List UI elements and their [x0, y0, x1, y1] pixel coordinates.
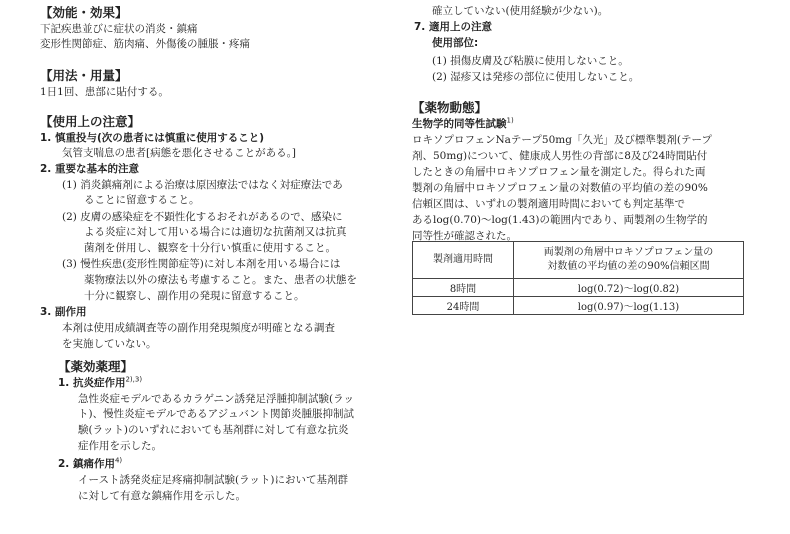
- table-cell-ci: log(0.72)～log(0.82): [514, 279, 744, 297]
- right-top-line: 確立していない(使用経験が少ない)。: [432, 5, 609, 17]
- basic-precaution-line: 菌剤を併用し、観察を十分行い慎重に使用すること。: [84, 242, 336, 254]
- pk-paragraph-line: したときの角層中ロキソプロフェン量を測定した。得られた両: [412, 166, 706, 178]
- reference-superscript: 1): [506, 116, 514, 125]
- adverse-reactions-line: を実施していない。: [62, 338, 157, 350]
- pk-paragraph-line: 信頼区間は、いずれの製剤適用時間においても判定基準で: [412, 198, 685, 210]
- table-cell-ci: log(0.97)～log(1.13): [514, 297, 744, 315]
- analgesic-line: イースト誘発炎症足疼痛抑制試験(ラット)において基剤群: [78, 474, 348, 486]
- pk-paragraph-line: 製剤の角層中ロキソプロフェン量の対数値の平均値の差の90%: [412, 182, 708, 194]
- efficacy-line: 変形性関節症、筋肉痛、外傷後の腫脹・疼痛: [40, 38, 250, 50]
- table-header-confidence-interval: [514, 242, 744, 279]
- table-header-line: 両製剤の角層中ロキソプロフェン量の: [543, 247, 714, 258]
- table-header-row: [413, 242, 744, 279]
- analgesic-title-text: 2. 鎮痛作用: [58, 458, 115, 470]
- careful-admin-line: 気管支喘息の患者[病態を悪化させることがある。]: [62, 147, 296, 159]
- analgesic-line: に対して有意な鎮痛作用を示した。: [78, 490, 246, 502]
- table-row: [413, 297, 744, 315]
- table-cell-time: 8時間: [413, 279, 514, 297]
- basic-precaution-line: (2) 皮膚の感染症を不顕性化するおそれがあるので、感染に: [62, 211, 343, 223]
- pk-paragraph-line: ロキソプロフェンNaテープ50mg「久光」及び標準製剤(テープ: [412, 134, 713, 146]
- anti-inflammatory-title: [58, 375, 142, 390]
- basic-precaution-line: (3) 慢性疾患(変形性関節症等)に対し本剤を用いる場合には: [62, 258, 341, 270]
- anti-inflammatory-line: 急性炎症モデルであるカラゲニン誘発足浮腫抑制試験(ラッ: [78, 393, 354, 405]
- anti-inflammatory-line: ト)、慢性炎症モデルであるアジュバント関節炎腫脹抑制試: [78, 408, 354, 420]
- precautions-heading: 【使用上の注意】: [40, 114, 141, 129]
- table-header-line: 対数値の平均値の差の90%信頼区間: [547, 261, 710, 272]
- reference-superscript: 4): [114, 456, 123, 465]
- basic-precaution-line: 十分に観察し、副作用の発現に留意すること。: [84, 290, 305, 302]
- pk-paragraph-line: 同等性が確認された。: [412, 230, 517, 242]
- anti-inflammatory-title-text: 1. 抗炎症作用: [58, 377, 126, 389]
- usage-line: 1日1回、患部に貼付する。: [40, 86, 169, 98]
- site-of-use-label: 使用部位:: [432, 37, 479, 49]
- table-row: [413, 279, 744, 297]
- table-cell-time: 24時間: [413, 297, 514, 315]
- efficacy-line: 下記疾患並びに症状の消炎・鎮痛: [40, 23, 198, 35]
- careful-admin-title: 1. 慎重投与(次の患者には慎重に使用すること): [40, 132, 265, 144]
- reference-superscript: 2),3): [125, 375, 143, 384]
- efficacy-heading: 【効能・効果】: [40, 5, 128, 20]
- anti-inflammatory-line: 症作用を示した。: [78, 440, 162, 452]
- analgesic-title: [58, 456, 122, 471]
- table-header-application-time: 製剤適用時間: [413, 242, 514, 279]
- site-of-use-line: (2) 湿疹又は発疹の部位に使用しないこと。: [432, 71, 640, 83]
- basic-precaution-line: 薬物療法以外の療法も考慮すること。また、患者の状態を: [84, 274, 357, 286]
- basic-precaution-line: よる炎症に対して用いる場合には適切な抗菌剤又は抗真: [84, 226, 347, 238]
- bioequivalence-subheading: [412, 116, 514, 131]
- usage-heading: 【用法・用量】: [40, 68, 128, 83]
- bioequivalence-table: [412, 241, 744, 315]
- anti-inflammatory-line: 験(ラット)のいずれにおいても基剤群に対して有意な抗炎: [78, 424, 349, 436]
- pk-paragraph-line: あるlog(0.70)～log(1.43)の範囲内であり、両製剤の生物学的: [412, 214, 708, 226]
- application-precautions-title: 7. 適用上の注意: [414, 21, 492, 33]
- pharmacokinetics-heading: 【薬物動態】: [412, 100, 488, 115]
- basic-precaution-line: (1) 消炎鎮痛剤による治療は原因療法ではなく対症療法であ: [62, 179, 343, 191]
- pk-paragraph-line: 剤、50mg)について、健康成人男性の背部に8及び24時間貼付: [412, 150, 708, 162]
- adverse-reactions-title: 3. 副作用: [40, 306, 87, 318]
- basic-precaution-line: ることに留意すること。: [84, 194, 200, 206]
- adverse-reactions-line: 本剤は使用成績調査等の副作用発現頻度が明確となる調査: [62, 322, 335, 334]
- site-of-use-line: (1) 損傷皮膚及び粘膜に使用しないこと。: [432, 55, 629, 67]
- pharmacology-heading: 【薬効薬理】: [58, 359, 134, 374]
- basic-precautions-title: 2. 重要な基本的注意: [40, 163, 139, 175]
- bioequivalence-subheading-text: 生物学的同等性試験: [412, 118, 507, 130]
